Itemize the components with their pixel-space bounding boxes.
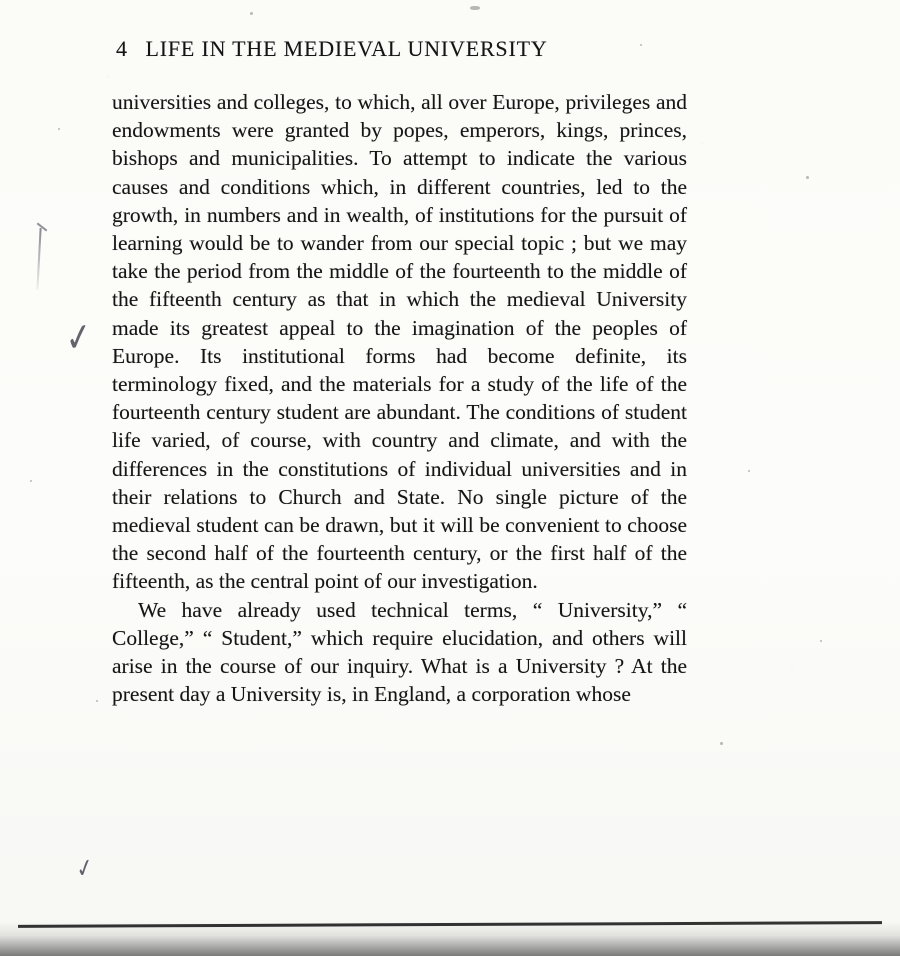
scan-speck (96, 700, 98, 702)
pencil-tick-mark (37, 223, 48, 232)
running-head (116, 36, 687, 62)
scan-speck (820, 640, 822, 642)
pencil-check-upper-icon: ✓ (63, 313, 95, 362)
scan-speck (640, 44, 642, 46)
scan-speck (58, 128, 60, 130)
paragraph-2: We have already used technical terms, “ University,” “ College,” “ Student,” which require elucidation, and others will arise in the course of our inquiry. What is a University ? At the present day a University is, in England, a corporation whose (112, 597, 687, 707)
page-text-column (112, 36, 687, 708)
scan-speck (720, 742, 723, 745)
pencil-check-lower-icon: ✓ (73, 852, 96, 885)
paragraph-1: universities and colleges, to which, all over Europe, privileges and endowments were granted by popes, emperors, kings, princes, bishops and municipalities. To attempt to indicate the various causes and conditions which, in different countries, led to the growth, in numbers and in wealth, of institutions for the pursuit of learning would be to wander from our special topic ; but we may take the period from the middle of the fourteenth to the middle of the fifteenth century as that in which the medieval University made its greatest appeal to the imagination of the peoples of Europe. Its institutional forms had become definite, its terminology fixed, and the materials for a study of the life of the fourteenth century student are abundant. The conditions of student life varied, of course, with country and climate, and with the differences in the constitutions of individual universities and in their relations to Church and State. No single picture of the medieval student can be drawn, but it will be convenient to choose the second half of the fourteenth century, or the first half of the fifteenth, as the central point of our investigation. (112, 90, 687, 594)
scan-bottom-shadow (0, 922, 900, 956)
scan-speck (806, 176, 809, 179)
scan-speck (30, 480, 32, 482)
running-title: LIFE IN THE MEDIEVAL UNIVERSITY (145, 36, 548, 61)
page-number: 4 (116, 36, 128, 61)
scan-speck (250, 12, 253, 15)
pencil-stroke-mark (36, 228, 41, 290)
scan-speck (470, 6, 480, 10)
scan-speck (748, 470, 750, 472)
